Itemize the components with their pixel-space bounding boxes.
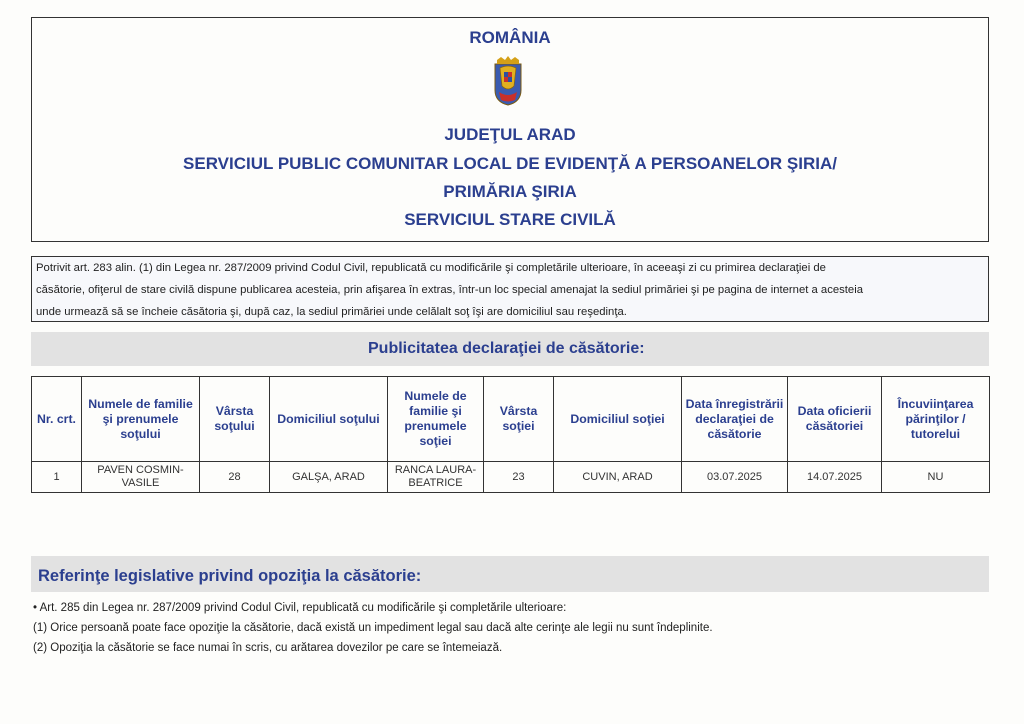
references-band	[31, 556, 989, 592]
service-title: SERVICIUL PUBLIC COMUNITAR LOCAL DE EVIDENŢĂ A PERSOANELOR ŞIRIA/	[183, 154, 837, 173]
publication-band	[31, 332, 989, 366]
table-cell: 14.07.2025	[788, 462, 882, 493]
reference-line: (1) Orice persoană poate face opoziţie la căsătorie, dacă există un impediment legal sau dacă alte cerinţe ale legii nu sunt îndeplinite.	[33, 622, 713, 634]
table-cell: 03.07.2025	[682, 462, 788, 493]
references-title: Referinţe legislative privind opoziţia la căsătorie:	[38, 567, 422, 585]
table-cell: NU	[882, 462, 990, 493]
column-header: Vârsta soţului	[200, 377, 270, 462]
column-header: Numele de familie şi prenumele soţiei	[388, 377, 484, 462]
legal-notice-line: căsătorie, ofiţerul de stare civilă dispune publicarea acesteia, prin afişarea în extras, într-un loc special amenajat la sediul primăriei şi pe pagina de internet a acesteia	[36, 284, 864, 296]
column-header: Domiciliul soţiei	[554, 377, 682, 462]
column-header: Data oficierii căsătoriei	[788, 377, 882, 462]
references-text	[33, 598, 983, 658]
column-header: Nr. crt.	[32, 377, 82, 462]
table-row	[32, 462, 990, 493]
column-header: Domiciliul soţului	[270, 377, 388, 462]
reference-line: (2) Opoziţia la căsătorie se face numai în scris, cu arătarea dovezilor pe care se întemeiază.	[33, 642, 503, 654]
table-cell: 23	[484, 462, 554, 493]
coat-of-arms-icon	[493, 56, 523, 106]
legal-notice-line: unde urmează să se încheie căsătoria şi, după caz, la sediul primăriei unde celălalt soţ îşi are domiciliul sau reşedinţa.	[36, 306, 627, 318]
county-title: JUDEŢUL ARAD	[444, 125, 576, 144]
column-header: Vârsta soţiei	[484, 377, 554, 462]
table-cell: 1	[32, 462, 82, 493]
table-cell: GALŞA, ARAD	[270, 462, 388, 493]
table-cell: 28	[200, 462, 270, 493]
table-header-row	[32, 377, 990, 462]
legal-notice-line: Potrivit art. 283 alin. (1) din Legea nr. 287/2009 privind Codul Civil, republicată cu modificările şi completările ulterioare, în aceeaşi zi cu primirea declaraţiei de	[36, 262, 826, 274]
marriage-declaration-table	[31, 376, 990, 493]
header-box	[31, 17, 989, 242]
table-cell: PAVEN COSMIN-VASILE	[82, 462, 200, 493]
column-header: Data înregistrării declaraţiei de căsătorie	[682, 377, 788, 462]
country-title: ROMÂNIA	[469, 28, 551, 47]
table-cell: CUVIN, ARAD	[554, 462, 682, 493]
column-header: Numele de familie şi prenumele soţului	[82, 377, 200, 462]
town-hall-title: PRIMĂRIA ŞIRIA	[443, 182, 577, 201]
table-cell: RANCA LAURA-BEATRICE	[388, 462, 484, 493]
reference-line: • Art. 285 din Legea nr. 287/2009 privind Codul Civil, republicată cu modificările şi completările ulterioare:	[33, 602, 567, 614]
column-header: Încuviinţarea părinţilor / tutorelui	[882, 377, 990, 462]
department-title: SERVICIUL STARE CIVILĂ	[404, 210, 616, 229]
legal-notice	[31, 256, 989, 322]
publication-title: Publicitatea declaraţiei de căsătorie:	[368, 340, 645, 357]
